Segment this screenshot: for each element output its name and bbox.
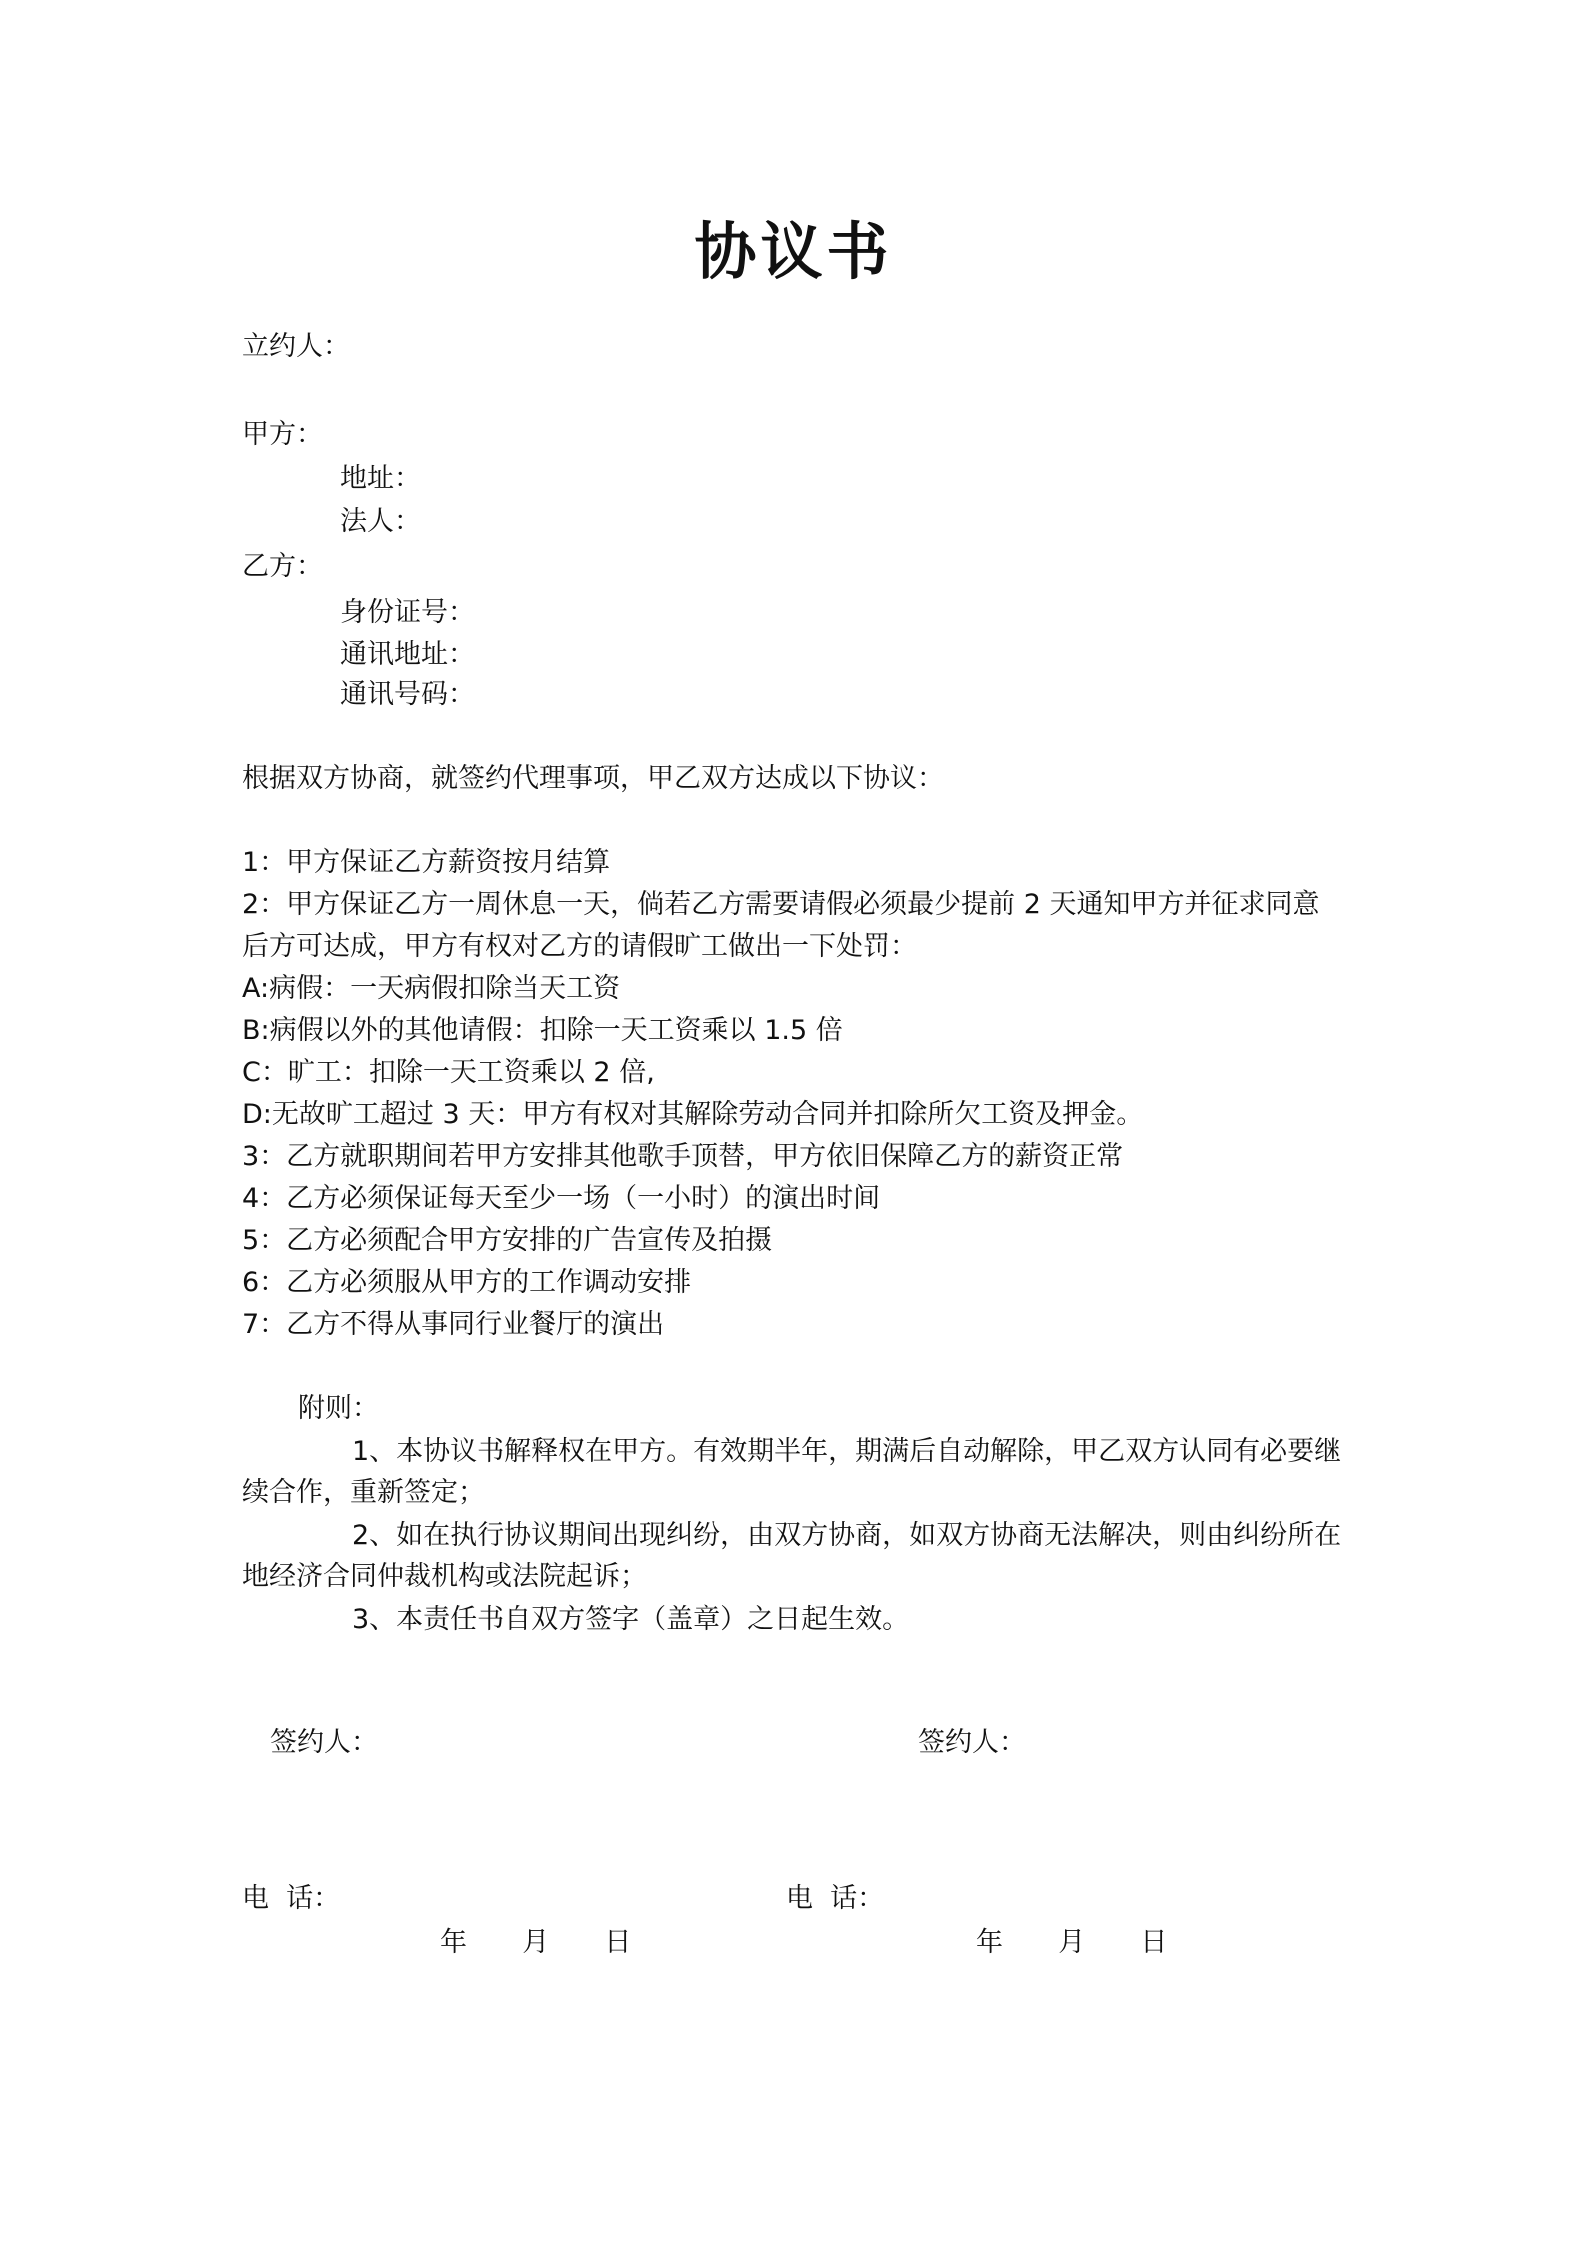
left-date [440,1926,631,1960]
year-label: 年 [440,1927,467,1958]
clause-line: 6：乙方必须服从甲方的工作调动安排 [242,1267,692,1298]
clause-line: 2：甲方保证乙方一周休息一天，倘若乙方需要请假必须最少提前 2 天通知甲方并征求同意 [242,889,1320,920]
appendix-item [242,1515,1362,1597]
intro-paragraph: 根据双方协商，就签约代理事项，甲乙双方达成以下协议： [242,763,944,794]
page-title: 协议书 [694,215,893,288]
right-phone-label: 电 话： [786,1883,885,1914]
day-label: 日 [1140,1927,1168,1958]
party-b-phone-label: 通讯号码： [340,679,475,710]
right-date [976,1926,1167,1960]
appendix-item-text: 2、如在执行协议期间出现纠纷，由双方协商，如双方协商无法解决，则由纠纷所在地经济合同仲裁机构或法院起诉； [242,1520,1342,1592]
day-label: 日 [604,1927,632,1958]
left-signer-label: 签约人： [270,1727,378,1758]
party-b-mail-address-label: 通讯地址： [340,639,475,670]
clause-line: 5：乙方必须配合甲方安排的广告宣传及拍摄 [242,1225,773,1256]
clause-line: 后方可达成，甲方有权对乙方的请假旷工做出一下处罚： [242,931,917,962]
clause-line: A:病假：一天病假扣除当天工资 [242,973,621,1004]
year-label: 年 [976,1927,1003,1958]
appendix-item-text: 1、本协议书解释权在甲方。有效期半年，期满后自动解除，甲乙双方认同有必要继续合作，重新签定； [242,1436,1342,1508]
appendix-item [242,1431,1362,1513]
month-label: 月 [522,1927,550,1958]
party-intro-label: 立约人： [242,331,350,362]
party-a-address-label: 地址： [340,463,421,494]
month-label: 月 [1058,1927,1086,1958]
party-b-label: 乙方： [242,551,323,582]
appendix-item-text: 3、本责任书自双方签字（盖章）之日起生效。 [352,1604,910,1635]
clause-line: 4：乙方必须保证每天至少一场（一小时）的演出时间 [242,1183,881,1214]
left-phone-label: 电 话： [242,1883,341,1914]
clause-line: 7：乙方不得从事同行业餐厅的演出 [242,1309,665,1340]
clause-line: C：旷工：扣除一天工资乘以 2 倍, [242,1057,655,1088]
right-signer-label: 签约人： [918,1727,1026,1758]
party-b-id-label: 身份证号： [340,597,475,628]
party-a-legal-person-label: 法人： [340,506,421,537]
clause-line: D:无故旷工超过 3 天：甲方有权对其解除劳动合同并扣除所欠工资及押金。 [242,1099,1144,1130]
appendix-item [242,1599,1362,1640]
clause-line: B:病假以外的其他请假：扣除一天工资乘以 1.5 倍 [242,1015,843,1046]
appendix-label: 附则： [298,1393,379,1424]
clause-line: 1：甲方保证乙方薪资按月结算 [242,847,611,878]
clause-line: 3：乙方就职期间若甲方安排其他歌手顶替，甲方依旧保障乙方的薪资正常 [242,1141,1124,1172]
party-a-label: 甲方： [242,419,323,450]
